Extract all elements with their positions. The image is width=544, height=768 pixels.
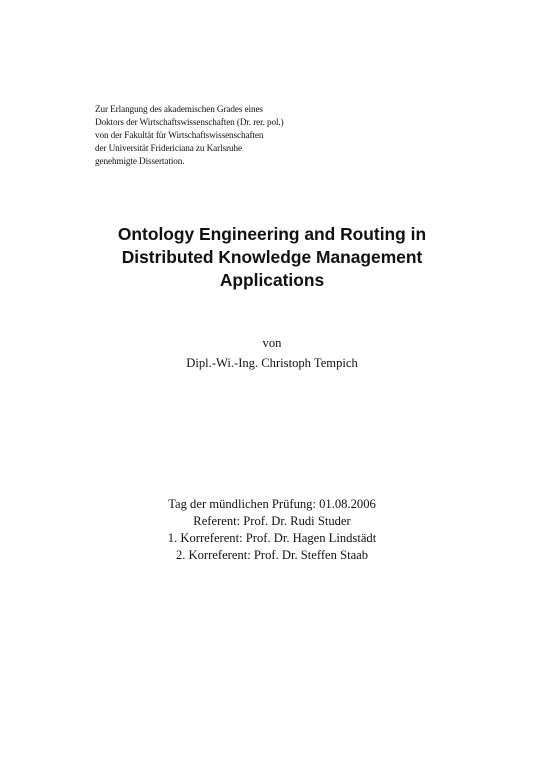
preamble-line: von der Fakultät für Wirtschaftswissenschaften	[95, 130, 264, 140]
second-korreferent: 2. Korreferent: Prof. Dr. Steffen Staab	[175, 548, 369, 562]
examination-details	[0, 496, 544, 564]
first-korreferent: 1. Korreferent: Prof. Dr. Hagen Lindstädt	[167, 531, 377, 545]
dissertation-title	[0, 223, 544, 292]
author-name: Dipl.-Wi.-Ing. Christoph Tempich	[186, 356, 358, 370]
dissertation-preamble	[95, 103, 395, 168]
preamble-line: der Universität Fridericiana zu Karlsruhe	[95, 143, 242, 153]
referent: Referent: Prof. Dr. Rudi Studer	[193, 514, 351, 528]
title-line: Distributed Knowledge Management	[121, 247, 423, 267]
title-line: Applications	[219, 270, 325, 290]
von-label: von	[262, 336, 282, 350]
title-line: Ontology Engineering and Routing in	[117, 224, 427, 244]
preamble-line: genehmigte Dissertation.	[95, 156, 185, 166]
preamble-line: Doktors der Wirtschaftswissenschaften (Dr. rer. pol.)	[95, 117, 284, 127]
preamble-line: Zur Erlangung des akademischen Grades eines	[95, 104, 263, 114]
exam-date: Tag der mündlichen Prüfung: 01.08.2006	[168, 497, 376, 511]
